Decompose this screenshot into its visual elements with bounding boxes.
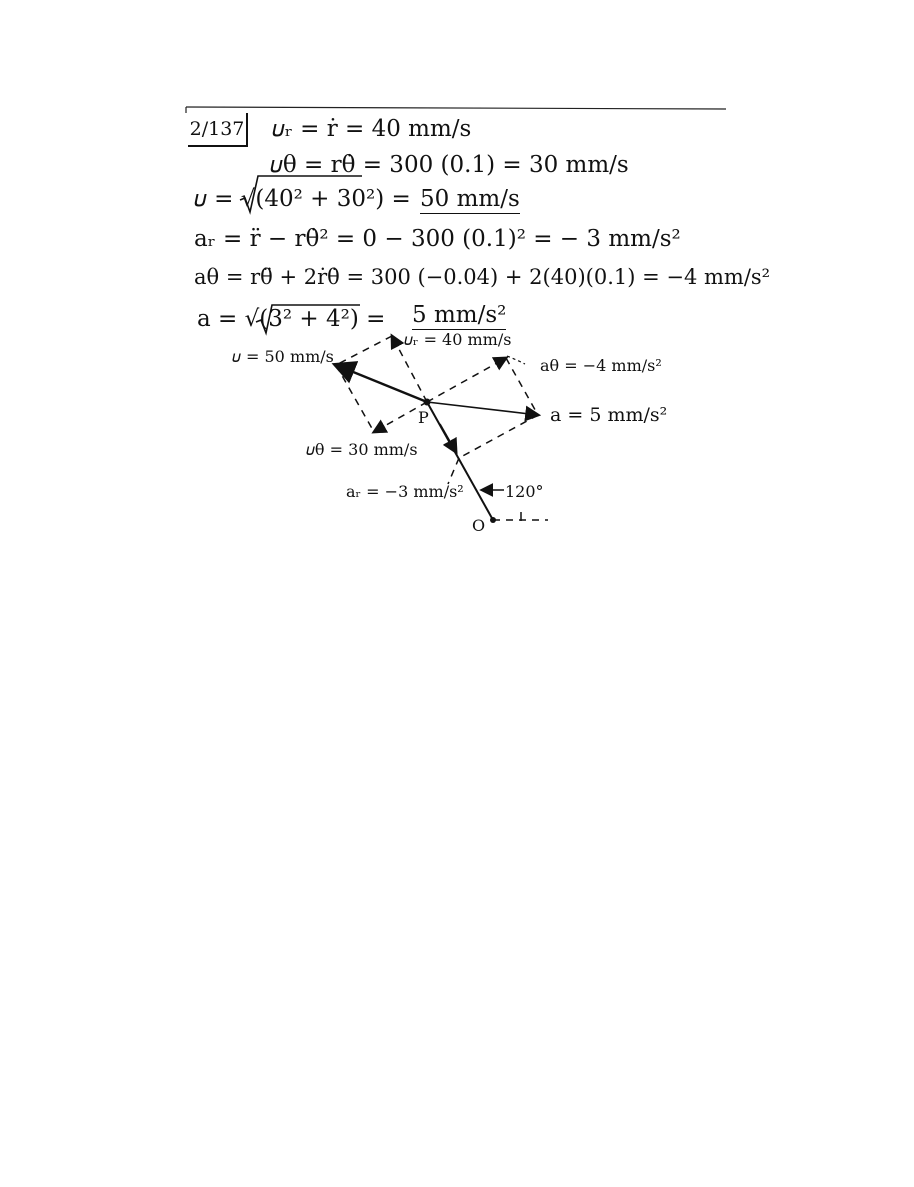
label-vtheta: 𝜐θ = 30 mm/s (306, 440, 418, 459)
atheta-leader (507, 356, 525, 364)
velocity-vector (336, 365, 427, 402)
label-v: 𝜐 = 50 mm/s (232, 347, 334, 366)
equation-atheta: aθ = rθ̈ + 2ṙθ̇ = 300 (−0.04) + 2(40)(0.1) = −4 mm/s² (194, 265, 771, 289)
equation-v: 𝜐 = √(40² + 30²) = (194, 186, 411, 212)
equation-vtheta: 𝜐θ = rθ̇ = 300 (0.1) = 30 mm/s (270, 152, 629, 178)
label-ar: aᵣ = −3 mm/s² (346, 482, 464, 501)
problem-number: 2/137 (188, 113, 248, 147)
label-o: O (472, 516, 486, 535)
equation-a-result: 5 mm/s² (412, 302, 507, 328)
equation-ar: aᵣ = r̈ − rθ̇² = 0 − 300 (0.1)² = − 3 mm/s² (194, 226, 681, 252)
label-vr: 𝜐ᵣ = 40 mm/s (404, 330, 512, 349)
point-o (490, 517, 496, 523)
equation-a: a = √(3² + 4²) = (197, 306, 386, 332)
label-angle: 120° (505, 482, 544, 501)
point-p (424, 399, 431, 406)
equation-vr: 𝜐ᵣ = ṙ = 40 mm/s (272, 116, 472, 142)
equation-v-result: 50 mm/s (420, 186, 520, 212)
header-rule (186, 107, 726, 109)
label-a: a = 5 mm/s² (550, 404, 668, 426)
label-p: P (418, 408, 429, 427)
radial-line (427, 402, 493, 520)
acceleration-vector (427, 402, 538, 415)
ar-arrow (440, 424, 456, 452)
label-atheta: aθ = −4 mm/s² (540, 356, 662, 375)
